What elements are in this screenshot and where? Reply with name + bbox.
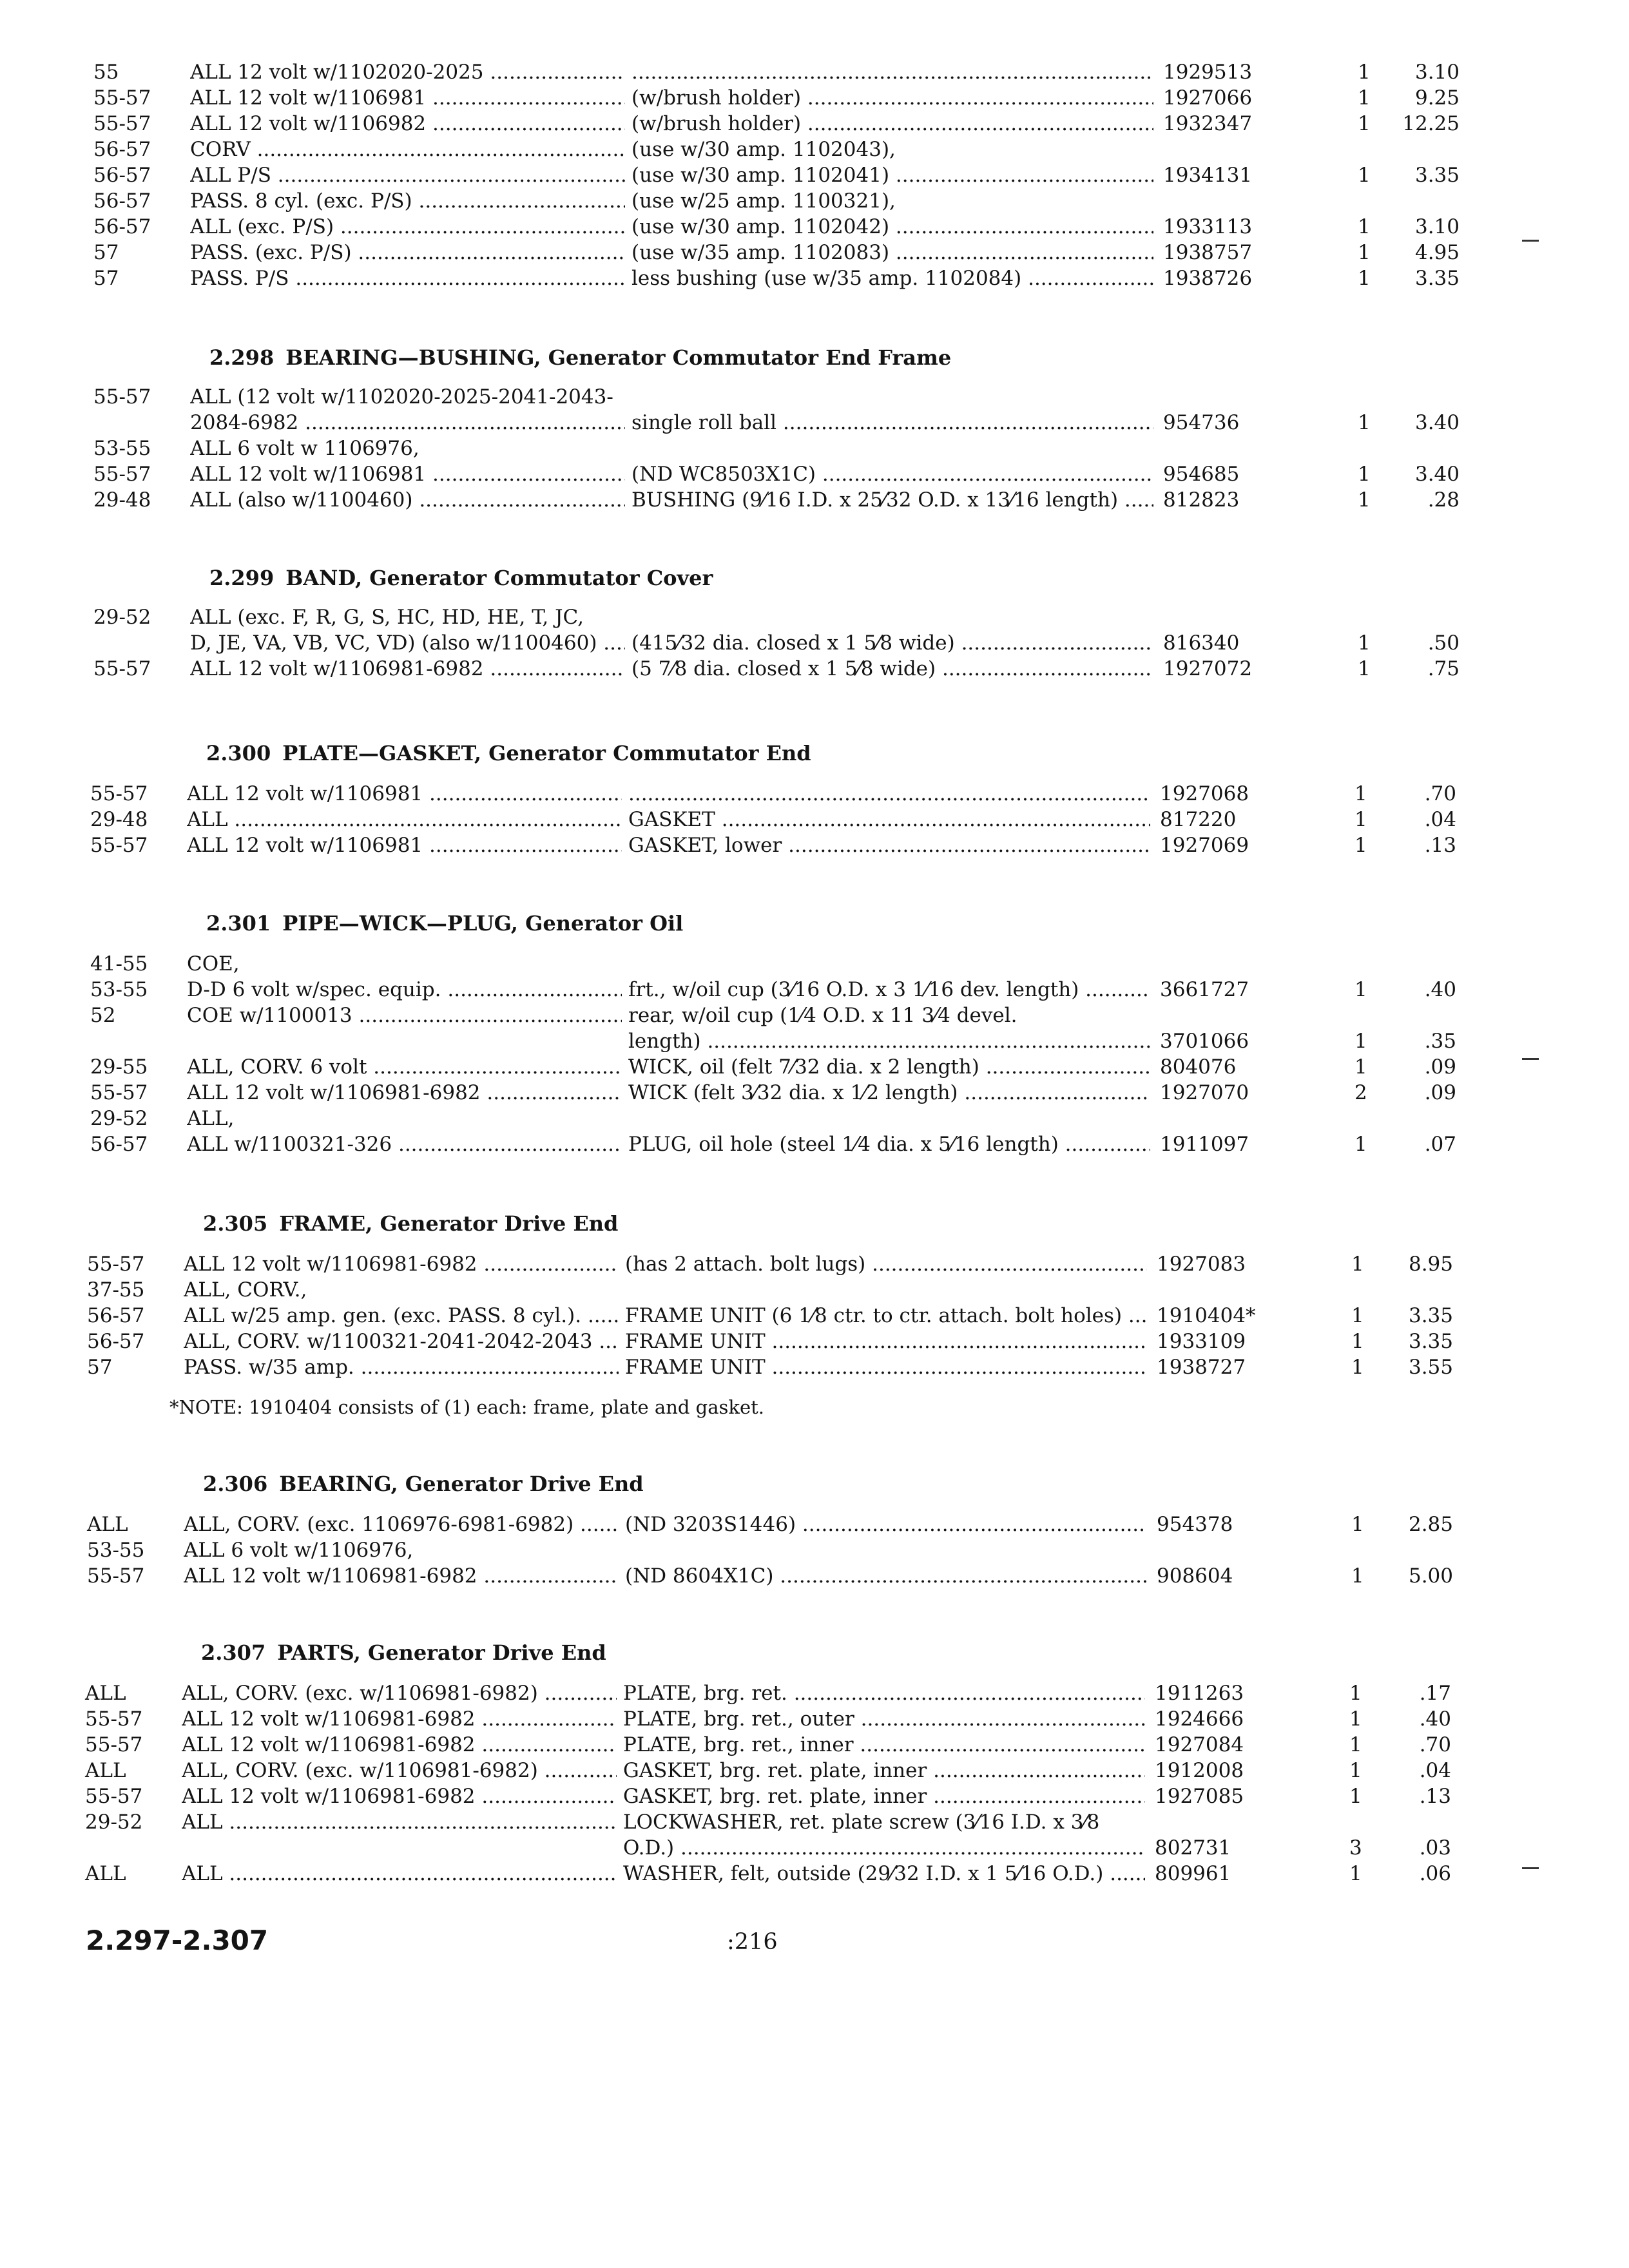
quantity: 1 — [1358, 61, 1371, 84]
description: PLATE, brg. ret., inner ..... — [623, 1732, 1145, 1758]
table-row — [87, 1251, 1505, 1277]
quantity: 1 — [1351, 1513, 1364, 1536]
application: ALL 12 volt w/1106981-6982 ..... — [182, 1706, 617, 1732]
part-number: 802731 — [1155, 1836, 1231, 1860]
description: GASKET ..... — [628, 807, 1150, 832]
part-number: 809961 — [1155, 1862, 1231, 1885]
table-row — [90, 832, 1508, 858]
section-title: PLATE—GASKET, Generator Commutator End — [282, 741, 811, 765]
description: (5 7⁄8 dia. closed x 1 5⁄8 wide) ..... — [631, 656, 1153, 682]
part-number: 1911263 — [1155, 1682, 1244, 1705]
price: .09 — [1424, 1081, 1456, 1104]
part-number: 804076 — [1160, 1055, 1237, 1079]
description: FRAME UNIT ..... — [625, 1354, 1147, 1380]
table-row — [93, 188, 1511, 214]
quantity: 2 — [1354, 1081, 1367, 1104]
description: (has 2 attach. bolt lugs) ..... — [625, 1251, 1147, 1277]
table-row — [85, 1680, 1503, 1706]
description: (use w/30 amp. 1102042) ..... — [631, 214, 1153, 240]
description: frt., w/oil cup (3⁄16 O.D. x 3 1⁄16 dev. length) ..... — [628, 977, 1150, 1003]
part-number: 1910404* — [1157, 1304, 1256, 1327]
application: ALL (also w/1100460) ..... — [190, 487, 625, 513]
table-row — [87, 1277, 1505, 1303]
price: .09 — [1424, 1055, 1456, 1079]
quantity: 1 — [1354, 782, 1367, 805]
model-years: 53-55 — [87, 1539, 145, 1562]
model-years: 55 — [93, 61, 119, 84]
application: D-D 6 volt w/spec. equip. ..... — [187, 977, 622, 1003]
model-years: 55-57 — [90, 782, 148, 805]
part-number: 816340 — [1163, 631, 1240, 655]
section-heading — [203, 1210, 618, 1237]
price: 3.10 — [1414, 215, 1460, 238]
model-years: 56-57 — [93, 138, 151, 161]
model-years: 29-52 — [90, 1107, 148, 1130]
section-title: PIPE—WICK—PLUG, Generator Oil — [282, 911, 684, 936]
part-number: 1912008 — [1155, 1759, 1244, 1782]
model-years: 53-55 — [93, 437, 151, 460]
model-years: 52 — [90, 1004, 116, 1027]
description: FRAME UNIT (6 1⁄8 ctr. to ctr. attach. bolt holes) ..... — [625, 1303, 1147, 1329]
model-years: 55-57 — [87, 1564, 145, 1588]
model-years: ALL — [85, 1682, 126, 1705]
table-row — [90, 1054, 1508, 1080]
part-number: 812823 — [1163, 488, 1240, 512]
part-number: 3661727 — [1160, 978, 1249, 1001]
price: .28 — [1427, 488, 1460, 512]
quantity: 1 — [1349, 1785, 1362, 1808]
application: PASS. w/35 amp. ..... — [184, 1354, 619, 1380]
price: 3.40 — [1414, 411, 1460, 434]
quantity: 1 — [1354, 1133, 1367, 1156]
description: (ND 8604X1C) ..... — [625, 1563, 1147, 1589]
application: ALL, CORV. w/1100321-2041-2042-2043 ..... — [184, 1329, 619, 1354]
description: (use w/30 amp. 1102041) ..... — [631, 162, 1153, 188]
description: LOCKWASHER, ret. plate screw (3⁄16 I.D. x 3⁄8 — [623, 1811, 1100, 1834]
price: .40 — [1419, 1707, 1451, 1731]
section-number: 2.298 — [209, 345, 275, 370]
description: single roll ball ..... — [631, 410, 1153, 436]
description: (w/brush holder) ..... — [631, 85, 1153, 111]
description: length) ..... — [628, 1028, 1150, 1054]
model-years: 53-55 — [90, 978, 148, 1001]
section-number: 2.305 — [203, 1211, 268, 1236]
part-number: 1927070 — [1160, 1081, 1249, 1104]
part-number: 1933113 — [1163, 215, 1253, 238]
application: ALL, CORV. (exc. w/1106981-6982) ..... — [182, 1680, 617, 1706]
description: PLATE, brg. ret. ..... — [623, 1680, 1145, 1706]
application: ALL ..... — [187, 807, 622, 832]
quantity: 1 — [1354, 834, 1367, 857]
price: 9.25 — [1414, 86, 1460, 110]
part-number: 817220 — [1160, 808, 1237, 831]
quantity: 1 — [1358, 86, 1371, 110]
application: ALL 12 volt w/1102020-2025 ..... — [190, 59, 625, 85]
section-range: 2.297-2.307 — [86, 1925, 269, 1956]
model-years: 29-52 — [93, 606, 151, 629]
quantity: 1 — [1354, 808, 1367, 831]
description: (ND 3203S1446) ..... — [625, 1512, 1147, 1537]
price: .04 — [1424, 808, 1456, 831]
section-number: 2.299 — [209, 566, 275, 590]
application: ALL 6 volt w 1106976, — [190, 437, 419, 460]
table-row — [93, 630, 1511, 656]
description: (use w/30 amp. 1102043), — [631, 138, 896, 161]
margin-tick — [1522, 1058, 1539, 1060]
description: BUSHING (9⁄16 I.D. x 25⁄32 O.D. x 13⁄16 length) ..... — [631, 487, 1153, 513]
price: 3.35 — [1414, 164, 1460, 187]
quantity: 1 — [1358, 488, 1371, 512]
part-number: 1934131 — [1163, 164, 1253, 187]
part-number: 1924666 — [1155, 1707, 1244, 1731]
application: ALL 12 volt w/1106981 ..... — [187, 781, 622, 807]
table-row — [93, 656, 1511, 682]
page-number: :216 — [727, 1929, 778, 1955]
model-years: 55-57 — [93, 463, 151, 486]
quantity: 1 — [1351, 1304, 1364, 1327]
application: ALL 12 volt w/1106981 ..... — [190, 85, 625, 111]
price: 3.10 — [1414, 61, 1460, 84]
price: .04 — [1419, 1759, 1451, 1782]
quantity: 1 — [1354, 978, 1367, 1001]
section-number: 2.307 — [201, 1640, 266, 1665]
price: 2.85 — [1408, 1513, 1453, 1536]
part-number: 1933109 — [1157, 1330, 1246, 1353]
application: ALL 12 volt w/1106981-6982 ..... — [184, 1563, 619, 1589]
application: ALL ..... — [182, 1861, 617, 1887]
price: .06 — [1419, 1862, 1451, 1885]
table-row — [93, 487, 1511, 513]
application: ALL 12 volt w/1106982 ..... — [190, 111, 625, 137]
part-number: 954378 — [1157, 1513, 1233, 1536]
application: ALL w/1100321-326 ..... — [187, 1131, 622, 1157]
part-number: 1927083 — [1157, 1253, 1246, 1276]
application: ALL 12 volt w/1106981-6982 ..... — [182, 1732, 617, 1758]
model-years: 55-57 — [93, 86, 151, 110]
table-row — [93, 240, 1511, 265]
quantity: 1 — [1354, 1055, 1367, 1079]
table-row — [90, 1003, 1508, 1028]
application: 2084-6982 ..... — [190, 410, 625, 436]
part-number: 1927068 — [1160, 782, 1249, 805]
model-years: 56-57 — [93, 215, 151, 238]
application: ALL 12 volt w/1106981-6982 ..... — [190, 656, 625, 682]
application: PASS. (exc. P/S) ..... — [190, 240, 625, 265]
part-number: 954736 — [1163, 411, 1240, 434]
model-years: 56-57 — [93, 189, 151, 213]
description: (415⁄32 dia. closed x 1 5⁄8 wide) ..... — [631, 630, 1153, 656]
section-number: 2.306 — [203, 1472, 268, 1496]
table-row — [93, 162, 1511, 188]
part-number: 1927069 — [1160, 834, 1249, 857]
description: (use w/35 amp. 1102083) ..... — [631, 240, 1153, 265]
description: PLATE, brg. ret., outer ..... — [623, 1706, 1145, 1732]
table-row — [90, 977, 1508, 1003]
application: ALL, CORV. (exc. w/1106981-6982) ..... — [182, 1758, 617, 1783]
description: (w/brush holder) ..... — [631, 111, 1153, 137]
quantity: 1 — [1349, 1759, 1362, 1782]
description: (ND WC8503X1C) ..... — [631, 461, 1153, 487]
table-row — [87, 1512, 1505, 1537]
part-number: 1932347 — [1163, 112, 1253, 135]
quantity: 1 — [1349, 1682, 1362, 1705]
table-row — [87, 1563, 1505, 1589]
quantity: 1 — [1351, 1253, 1364, 1276]
section-title: PARTS, Generator Drive End — [277, 1640, 606, 1665]
table-row — [93, 604, 1511, 630]
description — [631, 59, 1153, 85]
table-row — [93, 436, 1511, 461]
price: 8.95 — [1408, 1253, 1453, 1276]
application: ALL (exc. F, R, G, S, HC, HD, HE, T, JC, — [190, 606, 584, 629]
price: 3.35 — [1414, 267, 1460, 290]
table-row — [90, 1106, 1508, 1131]
model-years: 41-55 — [90, 952, 148, 975]
table-row — [93, 137, 1511, 162]
application: PASS. 8 cyl. (exc. P/S) ..... — [190, 188, 625, 214]
table-row — [87, 1329, 1505, 1354]
description: GASKET, brg. ret. plate, inner ..... — [623, 1783, 1145, 1809]
description: FRAME UNIT ..... — [625, 1329, 1147, 1354]
model-years: 55-57 — [90, 1081, 148, 1104]
quantity: 1 — [1358, 241, 1371, 264]
application: ALL P/S ..... — [190, 162, 625, 188]
section-heading — [209, 344, 951, 371]
model-years: ALL — [85, 1862, 126, 1885]
quantity: 1 — [1358, 631, 1371, 655]
model-years: 29-48 — [93, 488, 151, 512]
part-number: 1938726 — [1163, 267, 1253, 290]
quantity: 1 — [1358, 411, 1371, 434]
table-row — [93, 265, 1511, 291]
section-heading — [206, 910, 683, 937]
application: ALL, CORV. (exc. 1106976-6981-6982) ..... — [184, 1512, 619, 1537]
model-years: 57 — [87, 1356, 113, 1379]
table-row — [90, 1131, 1508, 1157]
table-row — [90, 1028, 1508, 1054]
quantity: 1 — [1358, 657, 1371, 680]
section-heading — [203, 1470, 644, 1497]
table-row — [90, 807, 1508, 832]
quantity: 1 — [1358, 463, 1371, 486]
application: ALL 12 volt w/1106981 ..... — [187, 832, 622, 858]
description: WICK, oil (felt 7⁄32 dia. x 2 length) ..... — [628, 1054, 1150, 1080]
part-number: 1929513 — [1163, 61, 1253, 84]
price: 3.35 — [1408, 1304, 1453, 1327]
price: .75 — [1427, 657, 1460, 680]
application: ALL 12 volt w/1106981-6982 ..... — [187, 1080, 622, 1106]
price: .40 — [1424, 978, 1456, 1001]
section-title: FRAME, Generator Drive End — [279, 1211, 619, 1236]
quantity: 1 — [1349, 1707, 1362, 1731]
model-years: 56-57 — [93, 164, 151, 187]
table-row — [87, 1303, 1505, 1329]
table-row — [93, 384, 1511, 410]
model-years: 56-57 — [87, 1304, 145, 1327]
application: ALL ..... — [182, 1809, 617, 1835]
table-row — [93, 410, 1511, 436]
margin-tick — [1522, 240, 1539, 242]
table-row — [85, 1706, 1503, 1732]
price: 5.00 — [1408, 1564, 1453, 1588]
model-years: 55-57 — [85, 1733, 143, 1756]
description: less bushing (use w/35 amp. 1102084) ..... — [631, 265, 1153, 291]
model-years: ALL — [85, 1759, 126, 1782]
table-row — [93, 59, 1511, 85]
table-row — [85, 1861, 1503, 1887]
application: ALL, — [187, 1107, 235, 1130]
description: WICK (felt 3⁄32 dia. x 1⁄2 length) ..... — [628, 1080, 1150, 1106]
model-years: 57 — [93, 267, 119, 290]
table-row — [85, 1732, 1503, 1758]
price: 3.35 — [1408, 1330, 1453, 1353]
application: ALL 12 volt w/1106981 ..... — [190, 461, 625, 487]
price: .13 — [1419, 1785, 1451, 1808]
application: ALL, CORV. 6 volt ..... — [187, 1054, 622, 1080]
price: 4.95 — [1414, 241, 1460, 264]
part-number: 1911097 — [1160, 1133, 1249, 1156]
table-row — [93, 85, 1511, 111]
model-years: 37-55 — [87, 1278, 145, 1302]
section-title: BEARING, Generator Drive End — [279, 1472, 644, 1496]
application: PASS. P/S ..... — [190, 265, 625, 291]
section-heading — [201, 1639, 606, 1666]
model-years: 55-57 — [85, 1707, 143, 1731]
section-heading — [206, 740, 811, 767]
price: .07 — [1424, 1133, 1456, 1156]
margin-tick — [1522, 1867, 1539, 1869]
model-years: 55-57 — [93, 112, 151, 135]
application: COE, — [187, 952, 240, 975]
model-years: 55-57 — [90, 834, 148, 857]
application: CORV ..... — [190, 137, 625, 162]
quantity: 1 — [1349, 1733, 1362, 1756]
application: ALL w/25 amp. gen. (exc. PASS. 8 cyl.). ..... — [184, 1303, 619, 1329]
application: COE w/1100013 ..... — [187, 1003, 622, 1028]
price: 3.40 — [1414, 463, 1460, 486]
table-row — [87, 1537, 1505, 1563]
model-years: 29-52 — [85, 1811, 143, 1834]
table-row — [85, 1835, 1503, 1861]
quantity: 1 — [1351, 1356, 1364, 1379]
model-years: ALL — [87, 1513, 128, 1536]
price: .70 — [1419, 1733, 1451, 1756]
part-number: 1938757 — [1163, 241, 1253, 264]
model-years: 55-57 — [85, 1785, 143, 1808]
part-number: 954685 — [1163, 463, 1240, 486]
quantity: 1 — [1358, 112, 1371, 135]
quantity: 1 — [1349, 1862, 1362, 1885]
table-row — [90, 1080, 1508, 1106]
footnote: *NOTE: 1910404 consists of (1) each: frame, plate and gasket. — [169, 1396, 765, 1418]
table-row — [90, 951, 1508, 977]
quantity: 1 — [1351, 1330, 1364, 1353]
application: ALL, CORV., — [184, 1278, 307, 1302]
model-years: 55-57 — [93, 385, 151, 408]
description: rear, w/oil cup (1⁄4 O.D. x 11 3⁄4 devel. — [628, 1004, 1017, 1027]
section-title: BAND, Generator Commutator Cover — [285, 566, 713, 590]
description: GASKET, lower ..... — [628, 832, 1150, 858]
price: .13 — [1424, 834, 1456, 857]
part-number: 908604 — [1157, 1564, 1233, 1588]
quantity: 1 — [1358, 164, 1371, 187]
section-title: BEARING—BUSHING, Generator Commutator End Frame — [285, 345, 952, 370]
price: .50 — [1427, 631, 1460, 655]
part-number: 3701066 — [1160, 1030, 1249, 1053]
section-heading — [209, 564, 713, 591]
application: ALL 6 volt w/1106976, — [184, 1539, 414, 1562]
description: (use w/25 amp. 1100321), — [631, 189, 896, 213]
description: WASHER, felt, outside (29⁄32 I.D. x 1 5⁄16 O.D.) ..... — [623, 1861, 1145, 1887]
model-years: 56-57 — [90, 1133, 148, 1156]
model-years: 56-57 — [87, 1330, 145, 1353]
price: .03 — [1419, 1836, 1451, 1860]
part-number: 1927084 — [1155, 1733, 1244, 1756]
price: 3.55 — [1408, 1356, 1453, 1379]
quantity: 1 — [1358, 267, 1371, 290]
table-row — [85, 1809, 1503, 1835]
quantity: 3 — [1349, 1836, 1362, 1860]
description: O.D.) ..... — [623, 1835, 1145, 1861]
quantity: 1 — [1354, 1030, 1367, 1053]
application: ALL 12 volt w/1106981-6982 ..... — [184, 1251, 619, 1277]
application: D, JE, VA, VB, VC, VD) (also w/1100460) ..... — [190, 630, 625, 656]
table-row — [93, 214, 1511, 240]
application: ALL 12 volt w/1106981-6982 ..... — [182, 1783, 617, 1809]
quantity: 1 — [1351, 1564, 1364, 1588]
quantity: 1 — [1358, 215, 1371, 238]
model-years: 55-57 — [93, 657, 151, 680]
description — [628, 781, 1150, 807]
application: ALL (12 volt w/1102020-2025-2041-2043- — [190, 385, 613, 408]
section-number: 2.301 — [206, 911, 271, 936]
part-number: 1927085 — [1155, 1785, 1244, 1808]
table-row — [93, 111, 1511, 137]
application: ALL (exc. P/S) ..... — [190, 214, 625, 240]
description: GASKET, brg. ret. plate, inner ..... — [623, 1758, 1145, 1783]
table-row — [87, 1354, 1505, 1380]
part-number: 1938727 — [1157, 1356, 1246, 1379]
model-years: 55-57 — [87, 1253, 145, 1276]
model-years: 29-55 — [90, 1055, 148, 1079]
table-row — [93, 461, 1511, 487]
table-row — [85, 1783, 1503, 1809]
price: .70 — [1424, 782, 1456, 805]
part-number: 1927066 — [1163, 86, 1253, 110]
model-years: 29-48 — [90, 808, 148, 831]
part-number: 1927072 — [1163, 657, 1253, 680]
description: PLUG, oil hole (steel 1⁄4 dia. x 5⁄16 length) ..... — [628, 1131, 1150, 1157]
model-years: 57 — [93, 241, 119, 264]
table-row — [85, 1758, 1503, 1783]
price: 12.25 — [1402, 112, 1460, 135]
price: .35 — [1424, 1030, 1456, 1053]
table-row — [90, 781, 1508, 807]
price: .17 — [1419, 1682, 1451, 1705]
section-number: 2.300 — [206, 741, 271, 765]
